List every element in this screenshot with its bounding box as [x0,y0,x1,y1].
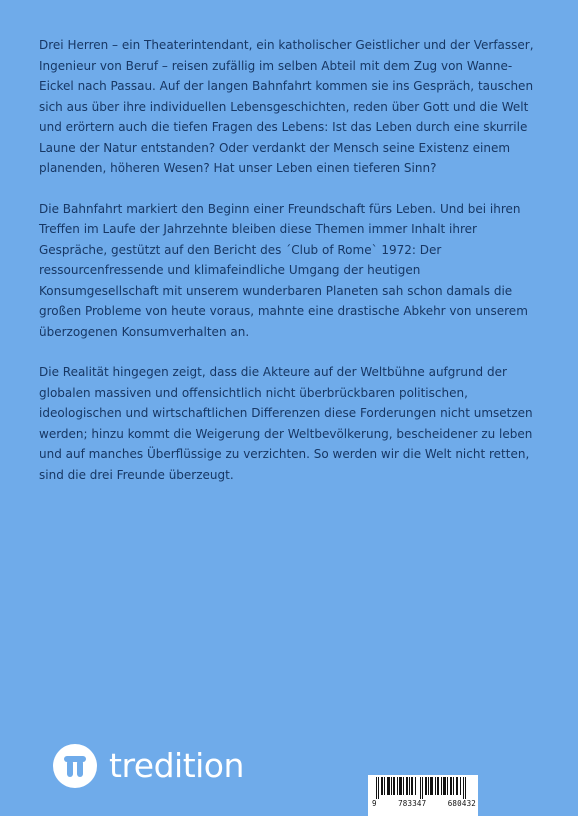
barcode-digits [372,799,476,808]
barcode-digit-group-left: 783347 [398,799,427,808]
isbn-barcode [368,775,478,816]
publisher-logo [53,744,244,788]
blurb-paragraph-1: Drei Herren – ein Theaterintendant, ein katholischer Geistlicher und der Verfasser, Ingenieur von Beruf – reisen zufällig im selben Abteil mit dem Zug von Wanne-Eickel nach Passau. Auf der langen Bahnfahrt kommen sie ins Gespräch, tauschen sich aus über ihre individuellen Lebensgeschichten, reden über Gott und die Welt und erörtern auch die tiefen Fragen des Lebens: Ist das Leben durch eine skurrile Laune der Natur entstanden? Oder verdankt der Mensch seine Existenz einem planenden, höheren Wesen? Hat unser Leben einen tieferen Sinn? [39,38,534,175]
barcode-digit-prefix: 9 [372,799,377,808]
blurb-paragraph-3: Die Realität hingegen zeigt, dass die Akteure auf der Weltbühne aufgrund der globalen massiven und offensichtlich nicht überbrückbaren politischen, ideologischen und wirtschaftlichen Differenzen diese Forderungen nicht umsetzen werden; hinzu kommt die Weigerung der Weltbevölkerung, bescheidener zu leben und auf manches Überflüssige zu verzichten. So werden wir die Welt nicht retten, sind die drei Freunde überzeugt. [39,365,533,482]
blurb-text [39,35,539,505]
barcode-bars [376,777,470,799]
blurb-paragraph-2: Die Bahnfahrt markiert den Beginn einer Freundschaft fürs Leben. Und bei ihren Treffen im Laufe der Jahrzehnte bleiben diese Themen immer Inhalt ihrer Gespräche, gestützt auf den Bericht des ´Club of Rome` 1972: Der ressourcenfressende und klimafeindliche Umgang der heutigen Konsumgesellschaft mit unserem wunderbaren Planeten sah schon damals die großen Probleme von heute voraus, mahnte eine drastische Abkehr von unserem überzogenen Konsumverhalten an. [39,201,528,339]
tredition-logo-icon [53,744,97,788]
barcode-digit-group-right: 680432 [447,799,476,808]
publisher-name: tredition [109,746,244,785]
